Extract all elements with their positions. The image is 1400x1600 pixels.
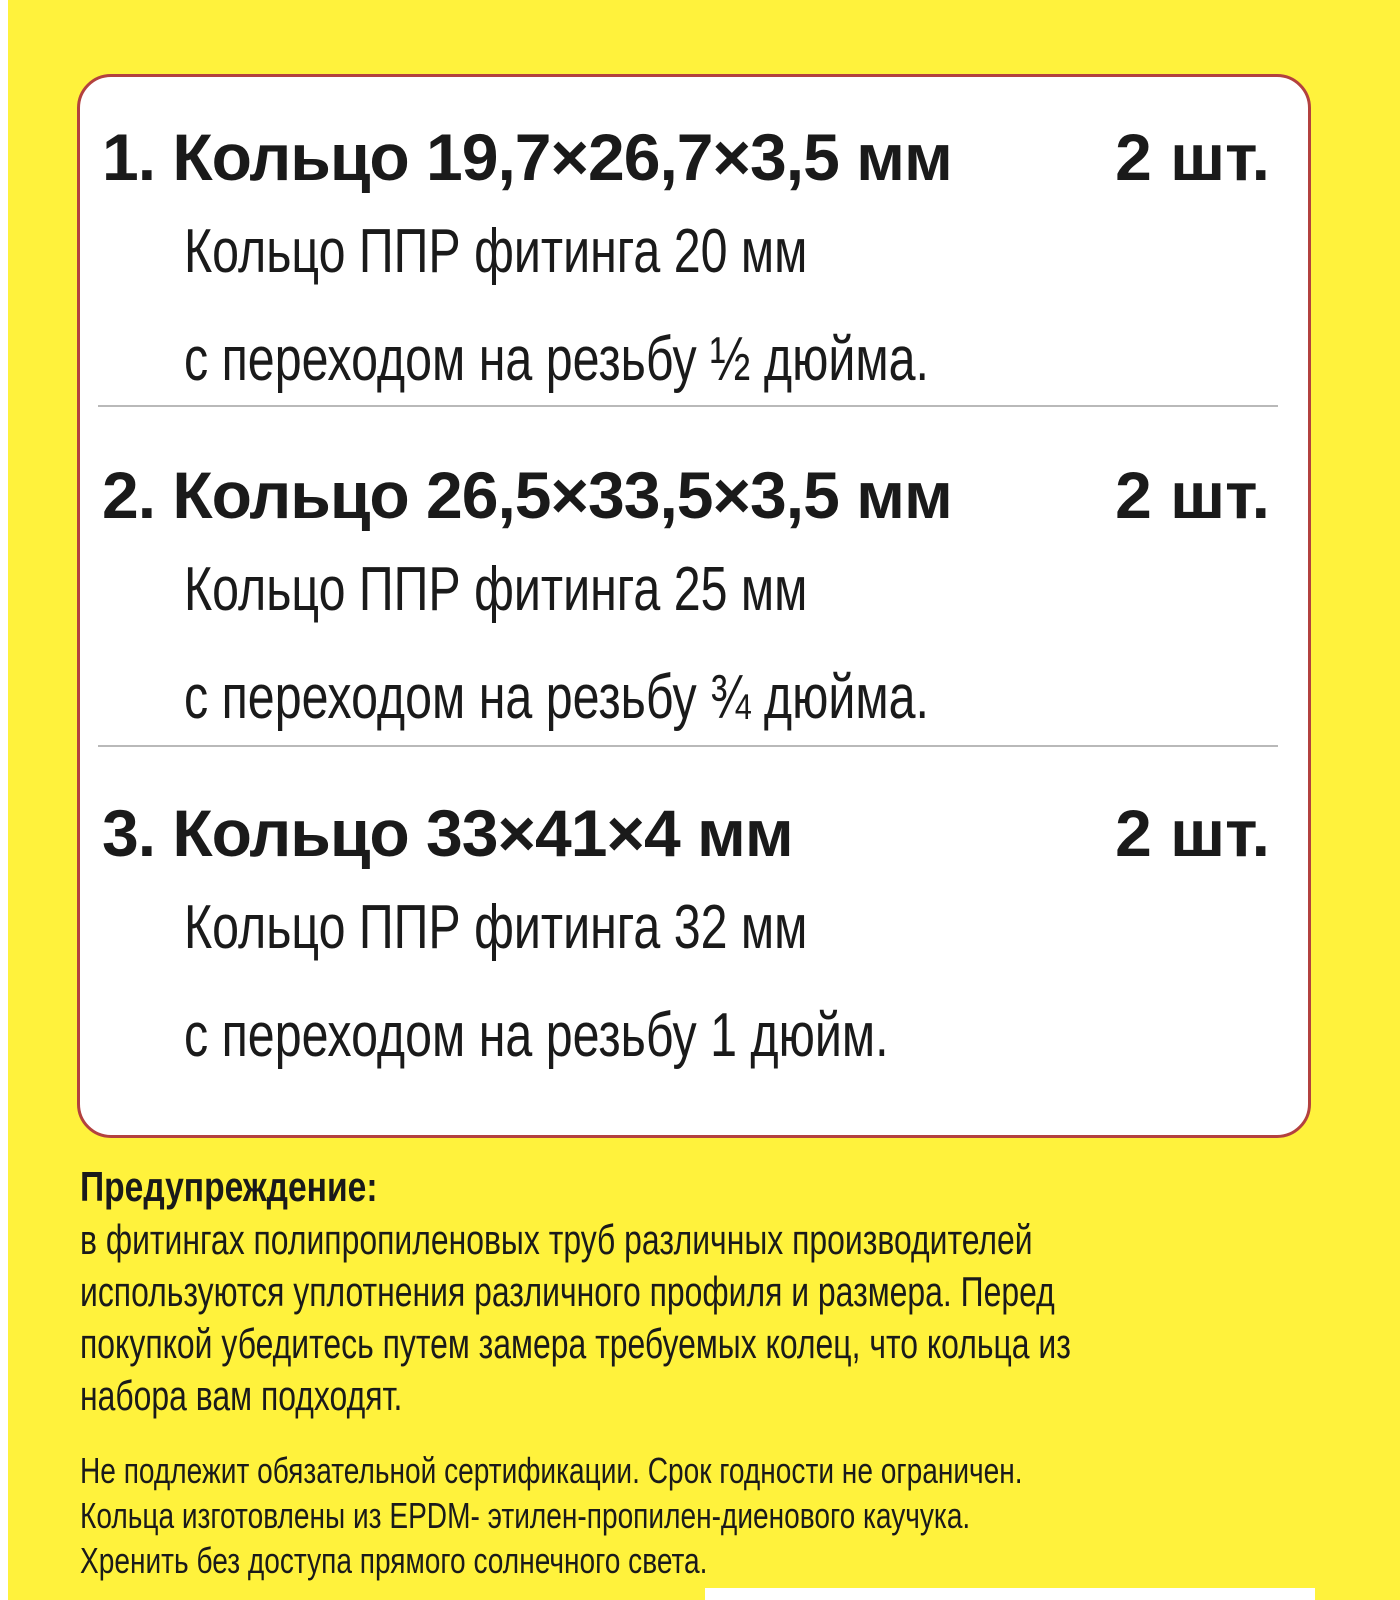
- ring-item-quantity: 2 шт.: [1115, 120, 1270, 194]
- bottom-white-strip: [705, 1588, 1315, 1600]
- ring-item-title: 3. Кольцо 33×41×4 мм: [102, 796, 793, 870]
- ring-item-description-line1: Кольцо ППР фитинга 32 мм: [184, 893, 808, 962]
- warning-title: Предупреждение:: [80, 1163, 378, 1210]
- ring-item-quantity: 2 шт.: [1115, 796, 1270, 870]
- ring-item-title: 2. Кольцо 26,5×33,5×3,5 мм: [102, 458, 952, 532]
- rings-spec-panel: [77, 74, 1311, 1138]
- warning-text: в фитингах полипропиленовых труб различных производителей используются уплотнения различного профиля и размера. Перед покупкой убедитесь путем замера требуемых колец, что кольца из набора вам подходят.: [80, 1216, 1071, 1419]
- item-divider: [98, 405, 1278, 407]
- ring-item-description-line1: Кольцо ППР фитинга 25 мм: [184, 555, 808, 624]
- certification-note: Не подлежит обязательной сертификации. Срок годности не ограничен. Кольца изготовлены из EPDM- этилен-пропилен-диенового каучука. Хренить без доступа прямого солнечного света.: [80, 1450, 1023, 1581]
- ring-item-title: 1. Кольцо 19,7×26,7×3,5 мм: [102, 120, 952, 194]
- ring-item-description-line2: с переходом на резьбу ½ дюйма.: [184, 325, 929, 394]
- item-divider: [98, 745, 1278, 747]
- ring-item-description-line2: с переходом на резьбу ¾ дюйма.: [184, 663, 929, 732]
- ring-item-description-line2: с переходом на резьбу 1 дюйм.: [184, 1001, 889, 1070]
- ring-item-description-line1: Кольцо ППР фитинга 20 мм: [184, 217, 808, 286]
- ring-item-quantity: 2 шт.: [1115, 458, 1270, 532]
